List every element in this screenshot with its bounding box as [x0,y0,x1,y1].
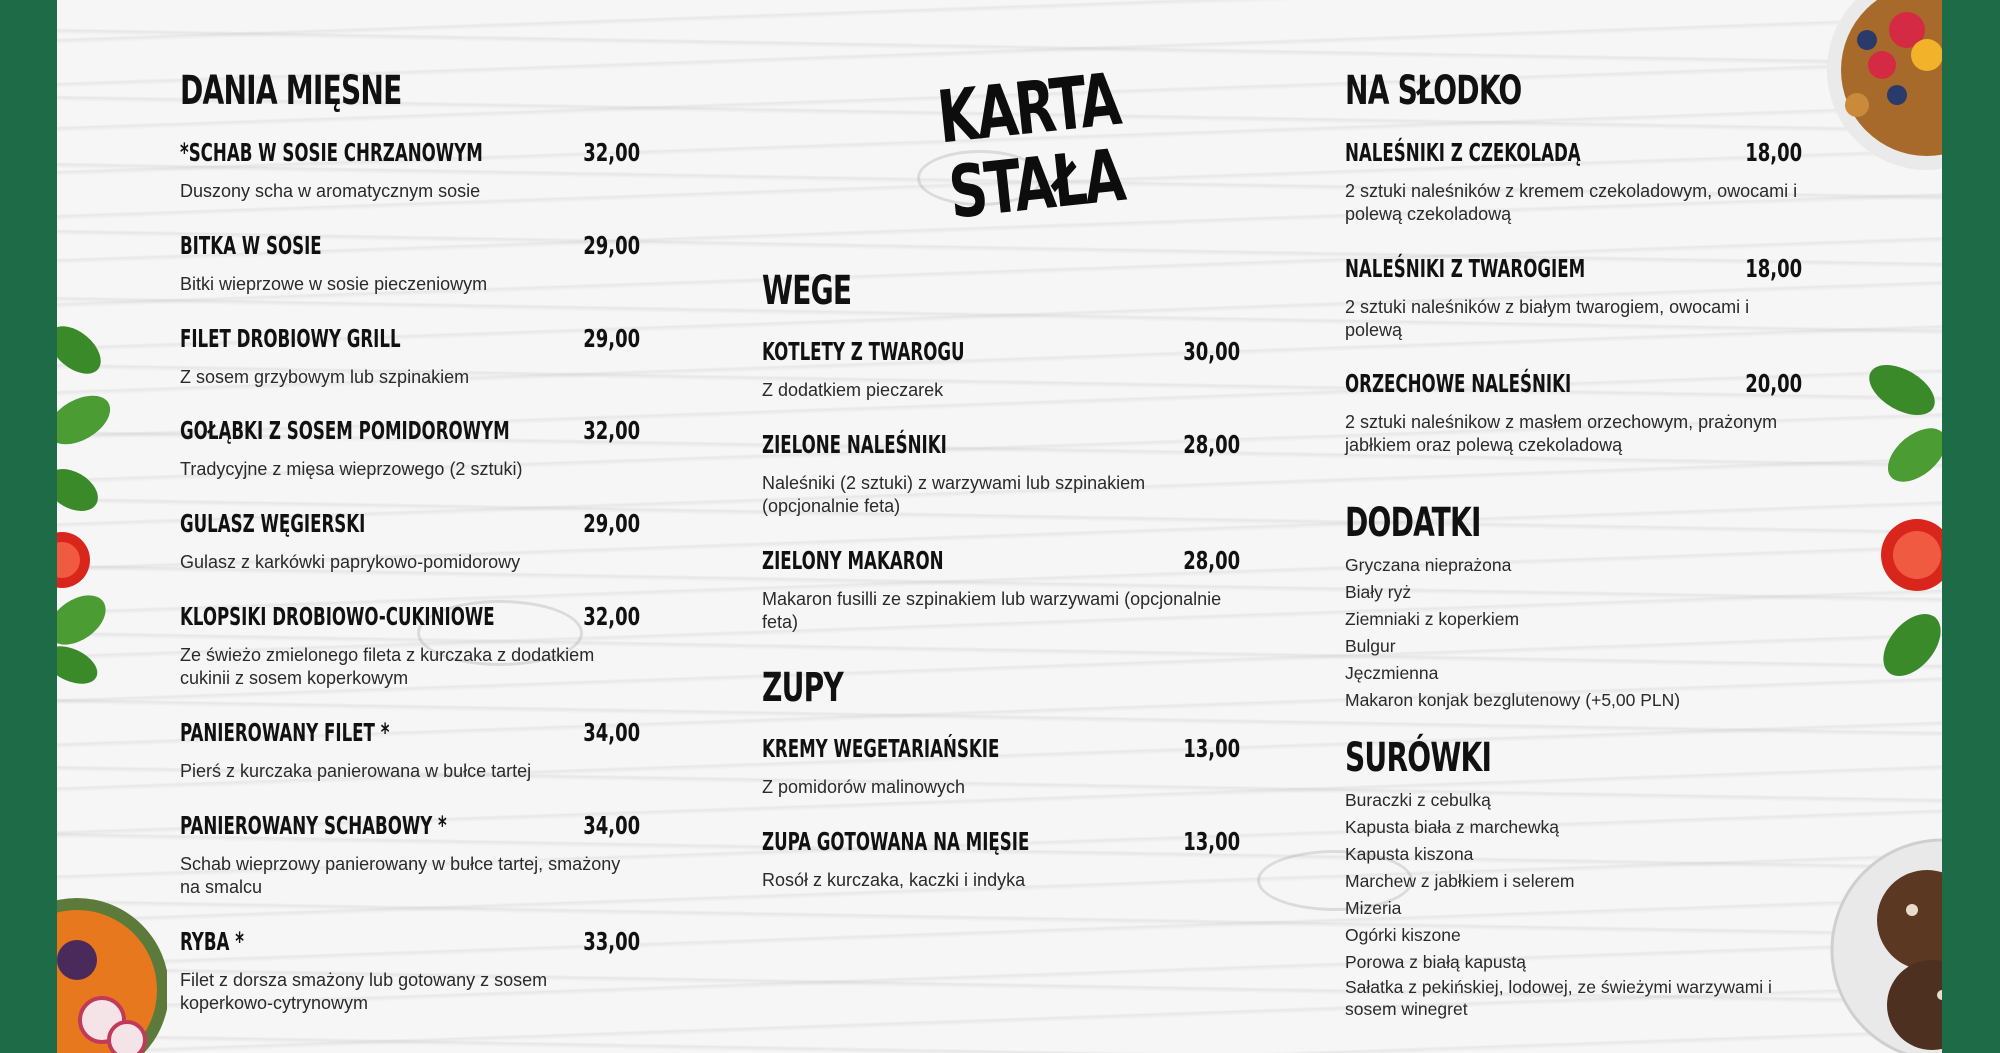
item-name: KLOPSIKI DROBIOWO-CUKINIOWE [180,602,495,631]
menu-item [180,602,640,697]
salad-bowl-image [57,880,167,1053]
list-item: Mizeria [1345,898,1402,918]
item-name: KOTLETY Z TWAROGU [762,337,965,366]
list-item: Ogórki kiszone [1345,925,1461,945]
item-name: RYBA * [180,927,244,956]
item-name: KREMY WEGETARIAŃSKIE [762,734,1000,763]
item-price: 29,00 [583,324,640,353]
item-price: 18,00 [1745,138,1802,167]
section-heading-dania-miesne: DANIA MIĘSNE [180,68,402,114]
section-heading-wege: WEGE [762,268,852,314]
item-name: *SCHAB W SOSIE CHRZANOWYM [180,138,483,167]
item-price: 28,00 [1183,430,1240,459]
list-item: Ziemniaki z koperkiem [1345,609,1520,629]
item-name: ZUPA GOTOWANA NA MIĘSIE [762,827,1030,856]
menu-item [180,324,640,394]
item-name: PANIEROWANY SCHABOWY * [180,811,447,840]
item-description: Rosół z kurczaka, kaczki i indyka [762,870,1026,890]
surowki-list [1345,787,1815,1020]
list-item: Sałatka z pekińskiej, lodowej, ze świeżymi warzywami i sosem winegret [1345,977,1772,1019]
item-name: NALEŚNIKI Z TWAROGIEM [1345,254,1586,283]
item-description: Gulasz z karkówki paprykowo-pomidorowy [180,552,521,572]
item-name: BITKA W SOSIE [180,231,322,260]
item-name: NALEŚNIKI Z CZEKOLADĄ [1345,138,1581,167]
item-description: Tradycyjne z mięsa wieprzowego (2 sztuki) [180,459,523,479]
title-line-2: STAŁA [945,132,1127,235]
menu-item [762,337,1240,407]
item-description: Ze świeżo zmielonego fileta z kurczaka z dodatkiem cukinii z sosem koperkowym [180,645,595,688]
menu-item [762,827,1240,897]
item-price: 34,00 [583,811,640,840]
item-price: 13,00 [1183,734,1240,763]
list-item: Porowa z białą kapustą [1345,952,1526,972]
item-description: 2 sztuki naleśnikow z masłem orzechowym, prażonym jabłkiem oraz polewą czekoladową [1345,412,1778,455]
section-heading-dodatki: DODATKI [1345,500,1481,546]
list-item: Buraczki z cebulką [1345,790,1491,810]
list-item: Jęczmienna [1345,663,1439,683]
item-price: 30,00 [1183,337,1240,366]
section-heading-surowki: SURÓWKI [1345,735,1492,781]
list-item: Bulgur [1345,636,1396,656]
menu-item [180,138,640,208]
item-price: 28,00 [1183,546,1240,575]
item-description: Naleśniki (2 sztuki) z warzywami lub szpinakiem (opcjonalnie feta) [762,473,1146,516]
item-description: Z sosem grzybowym lub szpinakiem [180,367,470,387]
item-name: ZIELONE NALEŚNIKI [762,430,947,459]
menu-title [910,58,1155,233]
item-price: 32,00 [583,602,640,631]
menu-item [180,718,640,788]
menu-item [762,734,1240,804]
item-price: 32,00 [583,416,640,445]
item-description: Bitki wieprzowe w sosie pieczeniowym [180,274,488,294]
item-description: Duszony scha w aromatycznym sosie [180,181,481,201]
menu-item [180,416,640,486]
menu-item [180,231,640,301]
section-heading-zupy: ZUPY [762,665,843,711]
list-item: Marchew z jabłkiem i selerem [1345,871,1575,891]
item-description: Schab wieprzowy panierowany w bułce tartej, smażony na smalcu [180,854,621,897]
item-description: 2 sztuki naleśników z białym twarogiem, owocami i polewą [1345,297,1750,340]
item-name: FILET DROBIOWY GRILL [180,324,401,353]
item-price: 18,00 [1745,254,1802,283]
item-name: ZIELONY MAKARON [762,546,944,575]
item-description: Makaron fusilli ze szpinakiem lub warzywami (opcjonalnie feta) [762,589,1222,632]
basil-tomato-left-image [57,320,117,690]
menu-sheet [57,0,1942,1053]
item-description: Z dodatkiem pieczarek [762,380,944,400]
item-description: 2 sztuki naleśników z kremem czekoladowym, owocami i polewą czekoladową [1345,181,1798,224]
item-price: 29,00 [583,231,640,260]
item-description: Filet z dorsza smażony lub gotowany z sosem koperkowo-cytrynowym [180,970,548,1013]
list-item: Kapusta kiszona [1345,844,1474,864]
item-name: GOŁĄBKI Z SOSEM POMIDOROWYM [180,416,510,445]
dodatki-list [1345,552,1815,714]
menu-item [180,509,640,579]
menu-item [762,430,1240,525]
item-price: 20,00 [1745,369,1802,398]
item-name: ORZECHOWE NALEŚNIKI [1345,369,1572,398]
menu-item [180,927,640,1022]
list-item: Gryczana nieprażona [1345,555,1512,575]
item-price: 34,00 [583,718,640,747]
item-name: GULASZ WĘGIERSKI [180,509,366,538]
item-name: PANIEROWANY FILET * [180,718,390,747]
basil-tomato-right-image [1862,360,1942,700]
granola-bowl-image [1787,0,1942,170]
item-description: Pierś z kurczaka panierowana w bułce tartej [180,761,532,781]
item-price: 13,00 [1183,827,1240,856]
menu-item [1345,138,1802,233]
menu-item [1345,254,1802,349]
list-item: Biały ryż [1345,582,1412,602]
section-heading-na-slodko: NA SŁODKO [1345,68,1522,114]
title-line-1: KARTA [933,56,1123,160]
menu-item [1345,369,1802,464]
cookies-plate-image [1817,820,1942,1053]
list-item: Makaron konjak bezglutenowy (+5,00 PLN) [1345,690,1681,710]
item-price: 29,00 [583,509,640,538]
menu-item [180,811,640,906]
item-description: Z pomidorów malinowych [762,777,966,797]
item-price: 32,00 [583,138,640,167]
menu-item [762,546,1240,641]
list-item: Kapusta biała z marchewką [1345,817,1559,837]
item-price: 33,00 [583,927,640,956]
